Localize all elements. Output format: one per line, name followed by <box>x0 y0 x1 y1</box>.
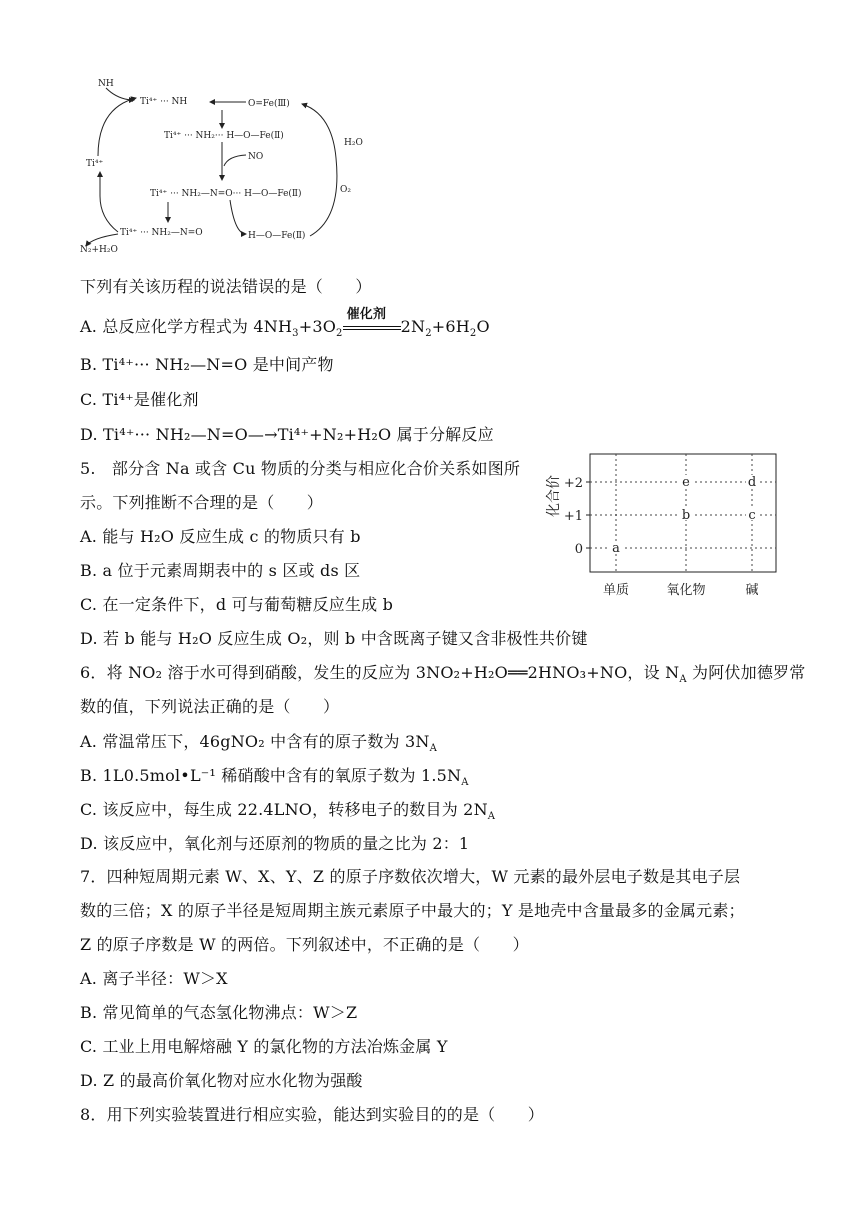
chart-point-c: c <box>748 508 756 523</box>
arrow-nh3-in <box>106 88 134 100</box>
q5-stem-line1: 5. 部分含 Na 或含 Cu 物质的分类与相应化合价关系如图所 <box>80 459 521 478</box>
arrow-fe-cycle <box>302 104 337 236</box>
q7-stem-line3: Z 的原子序数是 W 的两倍。下列叙述中，不正确的是（ ） <box>80 935 529 954</box>
valence-chart <box>540 452 780 610</box>
q5-option-c: C. 在一定条件下，d 可与葡萄糖反应生成 b <box>80 595 394 614</box>
q6-option-b: B. 1L0.5mol•L⁻¹ 稀硝酸中含有的氧原子数为 $1.5N_A$ <box>80 766 469 789</box>
chart-ylabel: 化合价 <box>546 475 562 517</box>
label-no: NO <box>248 152 264 162</box>
label-ti-left: Ti⁴⁺ <box>86 159 104 169</box>
chart-point-e: e <box>682 475 690 490</box>
label-ti-nh3: Ti⁴⁺ ··· NH <box>140 97 188 107</box>
chart-category-label: 碱 <box>745 583 759 598</box>
chart-ytick-label: +2 <box>563 476 583 491</box>
q7-option-d: D. Z 的最高价氧化物对应水化物为强酸 <box>80 1071 363 1090</box>
q7-option-a: A. 离子半径：W＞X <box>80 969 228 988</box>
q6-option-a: A. 常温常压下，46gNO₂ 中含有的原子数为 $3N_A$ <box>80 732 438 755</box>
q7-option-c: C. 工业上用电解熔融 Y 的氯化物的方法冶炼金属 Y <box>80 1037 448 1056</box>
arrow-no-in <box>224 155 246 166</box>
q5-option-b: B. a 位于元素周期表中的 s 区或 ds 区 <box>80 561 361 580</box>
label-nh3: NH <box>98 79 114 89</box>
catalyst-arrow <box>343 307 401 338</box>
q8-stem: 8．用下列实验装置进行相应实验，能达到实验目的的是（ ） <box>80 1105 544 1124</box>
catalyst-label: 催化剂 <box>346 307 387 322</box>
q7-stem-line2: 数的三倍；X 的原子半径是短周期主族元素原子中最大的；Y 是地壳中含量最多的金属元素； <box>80 901 745 920</box>
arrow-ti-regen <box>100 172 118 232</box>
q6-stem-line2: 数的值，下列说法正确的是（ ） <box>80 697 340 716</box>
q6-option-c: C. 该反应中，每生成 22.4LNO，转移电子的数目为 $2N_A$ <box>80 800 496 823</box>
label-n2h2o: N₂+H₂O <box>80 245 118 255</box>
q6-option-d: D. 该反应中，氧化剂与还原剂的物质的量之比为 2：1 <box>80 834 470 853</box>
q5-option-a: A. 能与 H₂O 反应生成 c 的物质只有 b <box>80 527 361 546</box>
label-ofe3: O=Fe(Ⅲ) <box>248 99 290 109</box>
q4-stem: 下列有关该历程的说法错误的是（ ） <box>80 277 372 296</box>
q5-stem-line2: 示。下列推断不合理的是（ ） <box>80 493 324 512</box>
q4-option-a: A. 总反应化学方程式为 $4NH_3+3O_2$ 催化剂 $2N_2+6H_2O$ <box>80 316 490 338</box>
q4-option-b: B. Ti⁴⁺··· NH₂—N=O 是中间产物 <box>80 355 334 374</box>
arrow-ti-to-nh3 <box>98 98 136 156</box>
chart-ytick-label: 0 <box>574 542 583 557</box>
label-ti-nh2-n-o: Ti⁴⁺ ··· NH₂—N=O <box>120 228 203 238</box>
label-ti-nh2-n-o-hofe2: Ti⁴⁺ ··· NH₂—N=O··· H—O—Fe(Ⅱ) <box>150 189 302 199</box>
q7-option-b: B. 常见简单的气态氢化物沸点：W＞Z <box>80 1003 358 1022</box>
label-h2o: H₂O <box>344 138 363 148</box>
chart-category-label: 氧化物 <box>666 583 706 598</box>
chart-point-d: d <box>747 475 757 490</box>
chart-point-b: b <box>681 508 691 523</box>
label-hofe2: H—O—Fe(Ⅱ) <box>248 231 306 241</box>
reaction-mechanism-diagram <box>70 68 470 268</box>
q6-stem-line1: 6．将 NO₂ 溶于水可得到硝酸，发生的反应为 3NO₂+H₂O══2HNO₃+NO，设 $N_A$ 为阿伏加德罗常 <box>80 663 806 686</box>
q5-option-d: D. 若 b 能与 H₂O 反应生成 O₂，则 b 中含既离子键又含非极性共价键 <box>80 629 588 648</box>
label-ti-nh2-hofe2: Ti⁴⁺ ··· NH₂··· H—O—Fe(Ⅱ) <box>164 131 284 141</box>
chart-point-a: a <box>612 541 620 556</box>
arrow-to-hofe2 <box>230 200 246 234</box>
label-o2: O₂ <box>340 185 351 195</box>
q7-stem-line1: 7．四种短周期元素 W、X、Y、Z 的原子序数依次增大，W 元素的最外层电子数是其电子层 <box>80 867 741 886</box>
q4-option-c: C. Ti⁴⁺是催化剂 <box>80 390 199 409</box>
chart-category-label: 单质 <box>602 583 630 598</box>
chart-ytick-label: +1 <box>563 509 583 524</box>
q4-option-d: D. Ti⁴⁺··· NH₂—N=O—→Ti⁴⁺+N₂+H₂O 属于分解反应 <box>80 425 494 444</box>
